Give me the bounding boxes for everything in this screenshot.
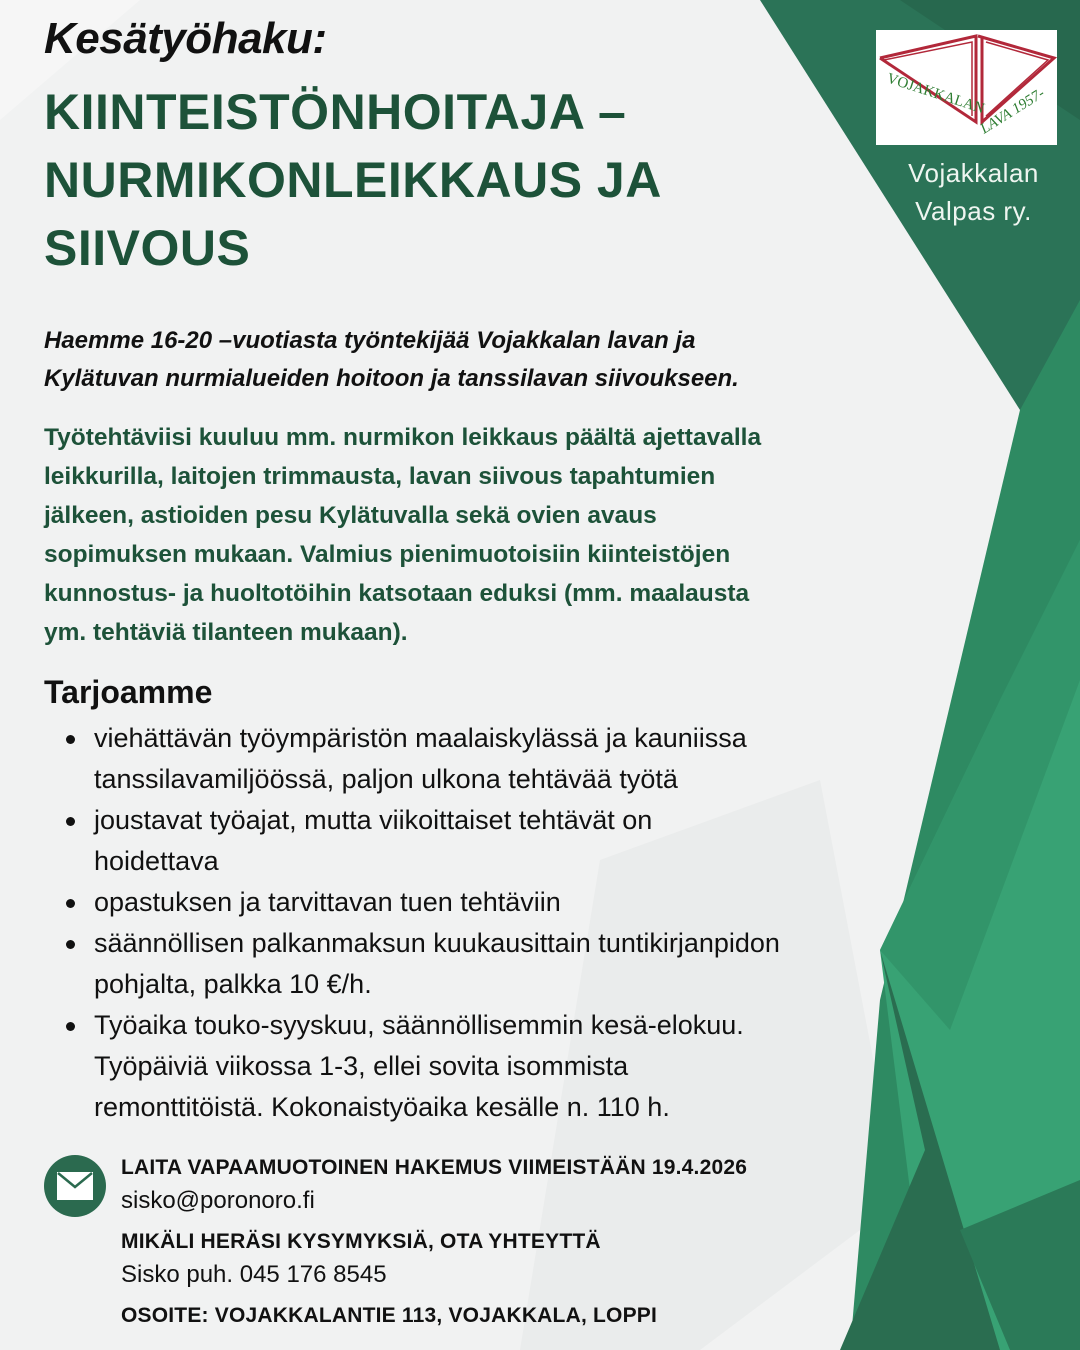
title-line: SIIVOUS xyxy=(44,220,251,276)
tasks-description xyxy=(44,418,964,652)
bullet-icon xyxy=(66,735,75,744)
bullet-icon xyxy=(66,899,75,908)
intro-line: Haemme 16-20 –vuotiasta työntekijää Vojakkalan lavan ja xyxy=(44,327,696,354)
offer-item xyxy=(44,923,1004,1005)
questions-label: MIKÄLI HERÄSI KYSYMYKSIÄ, OTA YHTEYTTÄ xyxy=(121,1230,601,1253)
logo-text-right: LAVA 1957- xyxy=(977,85,1048,138)
offer-line: Työaika touko-syyskuu, säännöllisemmin kesä-elokuu. xyxy=(94,1010,744,1040)
address: OSOITE: VOJAKKALANTIE 113, VOJAKKALA, LOPPI xyxy=(121,1304,658,1327)
bullet-icon xyxy=(66,940,75,949)
tasks-line: Työtehtäviisi kuuluu mm. nurmikon leikkaus päältä ajettavalla xyxy=(44,424,762,451)
intro-text xyxy=(44,322,944,398)
contact-block xyxy=(121,1152,941,1332)
offer-line: pohjalta, palkka 10 €/h. xyxy=(94,969,372,999)
offer-heading: Tarjoamme xyxy=(44,674,213,710)
bullet-icon xyxy=(66,817,75,826)
phone-number: Sisko puh. 045 176 8545 xyxy=(121,1261,387,1288)
kicker-heading: Kesätyöhaku: xyxy=(44,14,327,63)
offer-item xyxy=(44,882,1004,923)
offer-item xyxy=(44,800,1004,882)
offer-line: tanssilavamiljöössä, paljon ulkona tehtävää työtä xyxy=(94,764,678,794)
offer-line: säännöllisen palkanmaksun kuukausittain tuntikirjanpidon xyxy=(94,928,780,958)
organization-name xyxy=(876,154,1071,230)
logo-graphic xyxy=(876,30,1057,145)
tasks-line: leikkurilla, laitojen trimmausta, lavan siivous tapahtumien xyxy=(44,463,716,490)
bullet-icon xyxy=(66,1022,75,1031)
tasks-line: kunnostus- ja huoltotöihin katsotaan eduksi (mm. maalausta xyxy=(44,580,750,607)
offer-line: viehättävän työympäristön maalaiskylässä ja kauniissa xyxy=(94,723,747,753)
offer-line: opastuksen ja tarvittavan tuen tehtäviin xyxy=(94,887,561,917)
title-line: NURMIKONLEIKKAUS JA xyxy=(44,152,662,208)
offer-line: Työpäiviä viikossa 1-3, ellei sovita isommista xyxy=(94,1051,629,1081)
envelope-icon xyxy=(44,1155,106,1217)
logo xyxy=(876,30,1057,145)
tasks-line: sopimuksen mukaan. Valmius pienimuotoisiin kiinteistöjen xyxy=(44,541,731,568)
offer-item xyxy=(44,718,1004,800)
offer-line: joustavat työajat, mutta viikoittaiset tehtävät on xyxy=(94,805,653,835)
title-line: KIINTEISTÖNHOITAJA – xyxy=(44,84,627,140)
email-link[interactable]: sisko@poronoro.fi xyxy=(121,1187,315,1214)
offer-item xyxy=(44,1005,1004,1128)
offer-line: hoidettava xyxy=(94,846,219,876)
apply-deadline: LAITA VAPAAMUOTOINEN HAKEMUS VIIMEISTÄÄN 19.4.2026 xyxy=(121,1156,748,1179)
intro-line: Kylätuvan nurmialueiden hoitoon ja tanssilavan siivoukseen. xyxy=(44,365,739,392)
logo-text-left: VOJAKKALAN xyxy=(884,70,987,118)
org-line: Vojakkalan xyxy=(908,158,1039,188)
offer-line: remonttitöistä. Kokonaistyöaika kesälle n. 110 h. xyxy=(94,1092,670,1122)
offer-list xyxy=(44,718,1004,1128)
tasks-line: ym. tehtäviä tilanteen mukaan). xyxy=(44,619,408,646)
job-title xyxy=(44,78,804,282)
tasks-line: jälkeen, astioiden pesu Kylätuvalla sekä ovien avaus xyxy=(44,502,657,529)
org-line: Valpas ry. xyxy=(915,196,1032,226)
